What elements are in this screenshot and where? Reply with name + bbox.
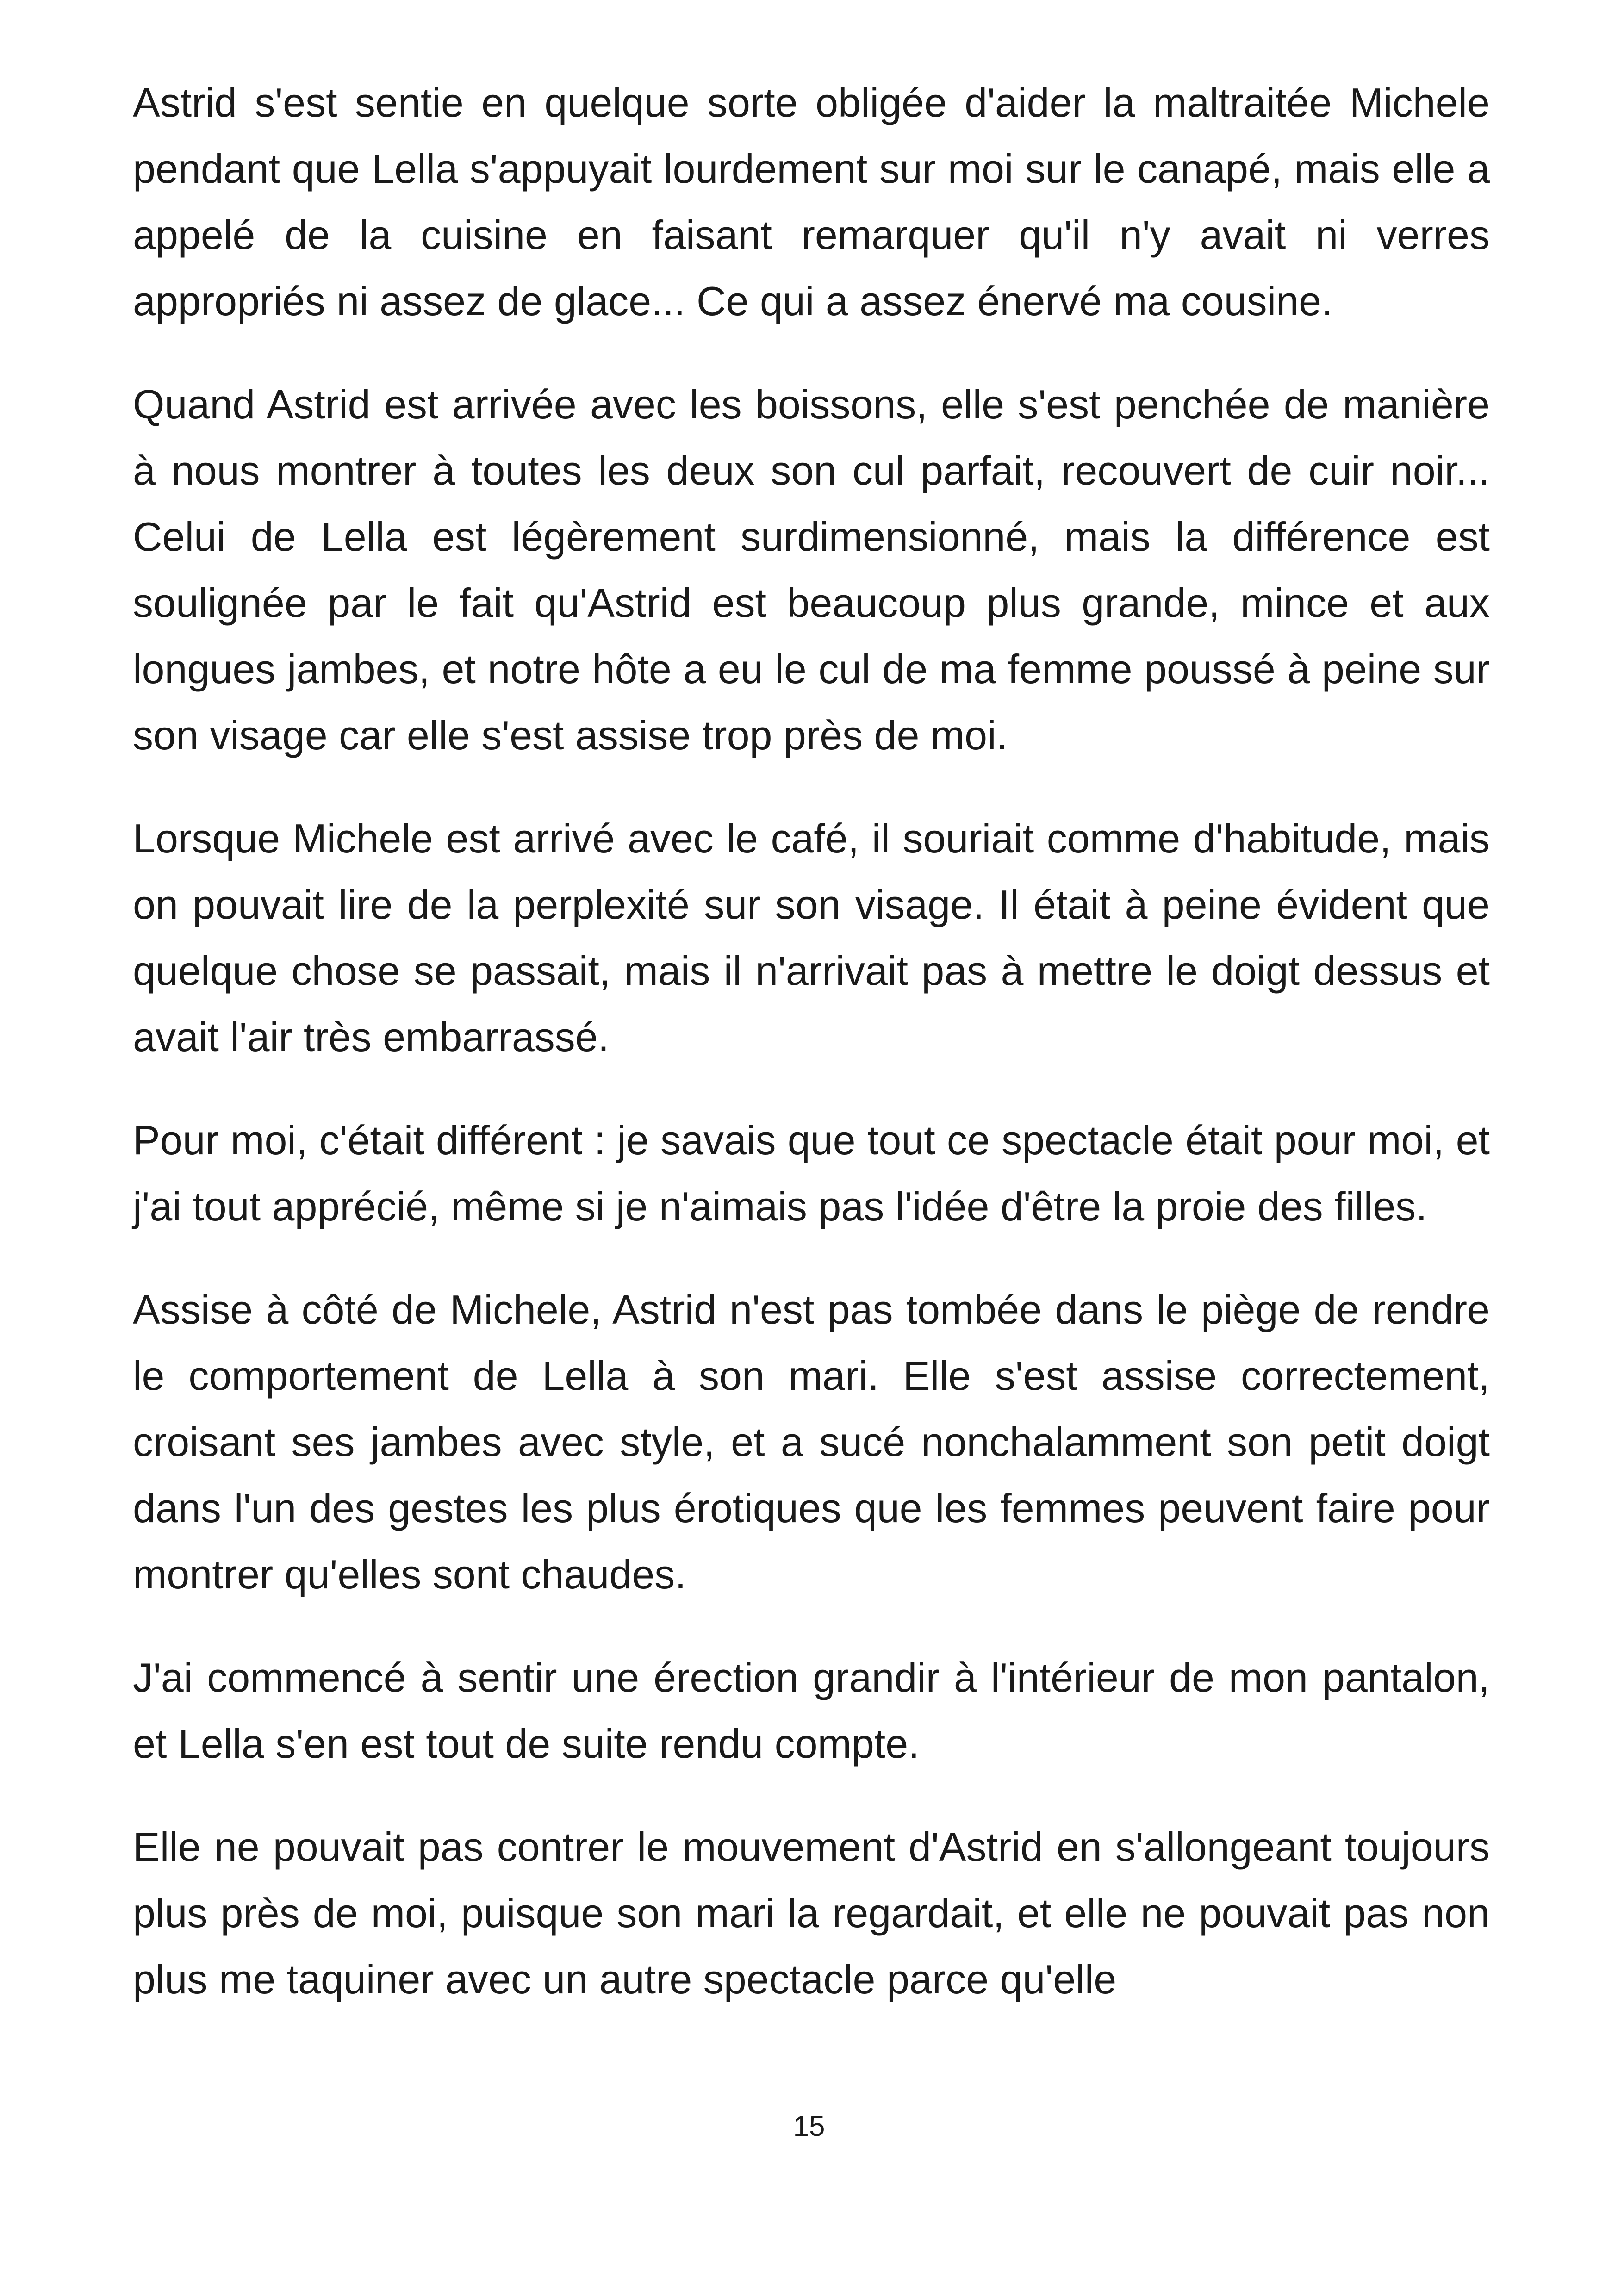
paragraph: Elle ne pouvait pas contrer le mouvement d'Astrid en s'allongeant toujours plus près de moi, puisque son mari la regardait, et elle ne pouvait pas non plus me taquiner avec un autre spectacle parce qu'elle	[133, 1824, 1490, 2002]
paragraph: Lorsque Michele est arrivé avec le café, il souriait comme d'habitude, mais on pouvait lire de la perplexité sur son visage. Il était à peine évident que quelque chose se passait, mais il n'arrivait pas à mettre le doigt dessus et avait l'air très embarrassé.	[133, 815, 1490, 1060]
paragraph: J'ai commencé à sentir une érection grandir à l'intérieur de mon pantalon, et Lella s'en est tout de suite rendu compte.	[133, 1655, 1490, 1767]
page-body	[133, 69, 1490, 2049]
page-number: 15	[793, 2110, 825, 2142]
paragraph: Pour moi, c'était différent : je savais que tout ce spectacle était pour moi, et j'ai tout apprécié, même si je n'aimais pas l'idée d'être la proie des filles.	[133, 1117, 1490, 1229]
paragraph: Quand Astrid est arrivée avec les boissons, elle s'est penchée de manière à nous montrer à toutes les deux son cul parfait, recouvert de cuir noir... Celui de Lella est légèrement surdimensionné, mais la différence est soulignée par le fait qu'Astrid est beaucoup plus grande, mince et aux longues jambes, et notre hôte a eu le cul de ma femme poussé à peine sur son visage car elle s'est assise trop près de moi.	[133, 381, 1490, 758]
paragraph: Astrid s'est sentie en quelque sorte obligée d'aider la maltraitée Michele pendant que Lella s'appuyait lourdement sur moi sur le canapé, mais elle a appelé de la cuisine en faisant remarquer qu'il n'y avait ni verres appropriés ni assez de glace... Ce qui a assez énervé ma cousine.	[133, 80, 1490, 324]
paragraph: Assise à côté de Michele, Astrid n'est pas tombée dans le piège de rendre le comportement de Lella à son mari. Elle s'est assise correctement, croisant ses jambes avec style, et a sucé nonchalamment son petit doigt dans l'un des gestes les plus érotiques que les femmes peuvent faire pour montrer qu'elles sont chaudes.	[133, 1287, 1490, 1597]
